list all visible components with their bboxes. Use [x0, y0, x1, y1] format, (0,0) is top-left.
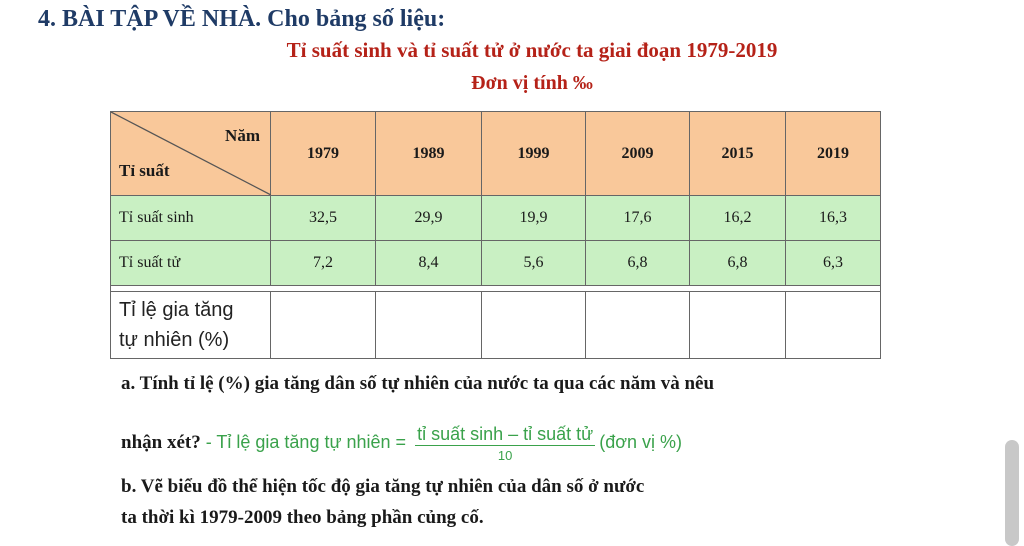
answer-prefix: - Tỉ lệ gia tăng tự nhiên =	[200, 431, 412, 452]
scrollbar-thumb[interactable]	[1005, 440, 1019, 546]
empty-answer-cell[interactable]	[690, 292, 786, 359]
year-header: 2015	[690, 112, 786, 196]
empty-answer-cell[interactable]	[786, 292, 881, 359]
empty-answer-cell[interactable]	[376, 292, 482, 359]
question-a-line1: a. Tính tỉ lệ (%) gia tăng dân số tự nhiên của nước ta qua các năm và nêu	[121, 373, 715, 394]
question-b-line2: ta thời kì 1979-2009 theo bảng phần củng cố.	[121, 507, 484, 528]
question-b-line1: b. Vẽ biểu đồ thể hiện tốc độ gia tăng tự nhiên của dân số ở nước	[121, 476, 645, 497]
formula-denominator: 10	[497, 448, 513, 463]
row-label	[111, 292, 271, 359]
question-a-prompt: nhận xét?	[121, 431, 201, 453]
formula-numerator: tỉ suất sinh – tỉ suất tử	[417, 424, 594, 444]
row-label: Tỉ suất tử	[111, 241, 271, 286]
table-cell: 16,3	[786, 196, 881, 241]
rate-label-line2: tự nhiên (%)	[119, 329, 230, 351]
birth-rate-row	[111, 196, 881, 241]
year-header: 1989	[376, 112, 482, 196]
table-cell: 19,9	[482, 196, 586, 241]
table-cell: 6,8	[690, 241, 786, 286]
unit-label: Đơn vị tính ‰	[471, 72, 593, 94]
empty-answer-cell[interactable]	[482, 292, 586, 359]
table-header-row	[111, 112, 881, 196]
table-title: Tỉ suất sinh và tỉ suất tử ở nước ta giai đoạn 1979-2019	[286, 38, 778, 62]
question-a-line2	[121, 424, 682, 463]
table-cell: 7,2	[271, 241, 376, 286]
exercise-heading: 4. BÀI TẬP VỀ NHÀ. Cho bảng số liệu:	[38, 6, 446, 32]
corner-rate-label: Tỉ suất	[119, 161, 170, 180]
diagonal-line	[111, 112, 271, 195]
answer-suffix: (đơn vị %)	[599, 431, 683, 452]
rate-label-line1: Tỉ lệ gia tăng	[119, 299, 234, 321]
table-cell: 16,2	[690, 196, 786, 241]
data-table	[110, 111, 881, 359]
empty-answer-cell[interactable]	[271, 292, 376, 359]
year-header: 2009	[586, 112, 690, 196]
row-label: Tỉ suất sinh	[111, 196, 271, 241]
table-cell: 32,5	[271, 196, 376, 241]
table-cell: 29,9	[376, 196, 482, 241]
table-cell: 6,3	[786, 241, 881, 286]
empty-answer-cell[interactable]	[586, 292, 690, 359]
table-cell: 8,4	[376, 241, 482, 286]
year-header: 1979	[271, 112, 376, 196]
formula-fraction	[415, 424, 595, 463]
year-header: 1999	[482, 112, 586, 196]
year-header: 2019	[786, 112, 881, 196]
corner-header-cell	[111, 112, 271, 196]
table-cell: 6,8	[586, 241, 690, 286]
table-cell: 17,6	[586, 196, 690, 241]
natural-growth-row	[111, 292, 881, 359]
death-rate-row	[111, 241, 881, 286]
table-cell: 5,6	[482, 241, 586, 286]
corner-year-label: Năm	[225, 126, 260, 145]
